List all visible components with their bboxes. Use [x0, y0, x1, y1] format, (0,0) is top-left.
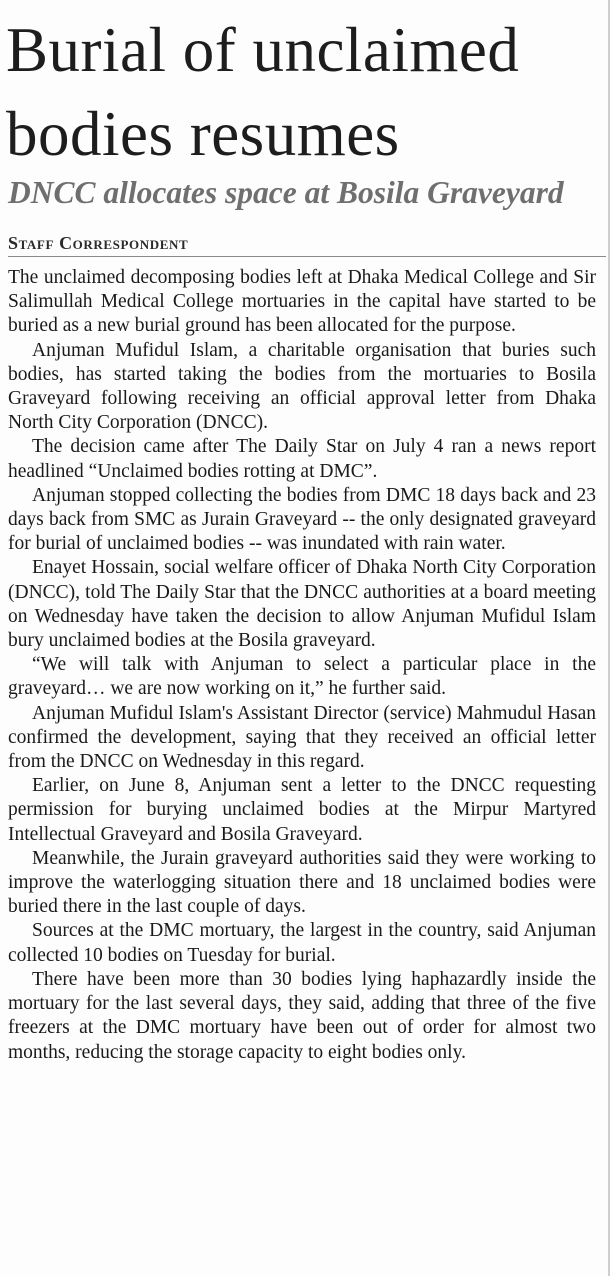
headline-line-1: Burial of unclaimed: [6, 15, 520, 85]
byline: Staff Correspondent: [8, 233, 189, 253]
paragraph-10: Sources at the DMC mortuary, the largest in the country, said Anjuman collected 10 bodies on Tuesday for burial.: [8, 920, 596, 966]
byline-divider: [8, 256, 606, 257]
article-body: [8, 266, 596, 1065]
paragraph-3: The decision came after The Daily Star on July 4 ran a news report headlined “Unclaimed bodies rotting at DMC”.: [8, 436, 596, 482]
paragraph-11: There have been more than 30 bodies lying haphazardly inside the mortuary for the last several days, they said, adding that three of the five freezers at the DMC mortuary have been out of order for almost two months, reducing the storage capacity to eight bodies only.: [8, 968, 596, 1063]
paragraph-8: Earlier, on June 8, Anjuman sent a letter to the DNCC requesting permission for burying unclaimed bodies at the Mirpur Martyred Intellectual Graveyard and Bosila Graveyard.: [8, 775, 596, 845]
paragraph-1: The unclaimed decomposing bodies left at Dhaka Medical College and Sir Salimullah Medical College mortuaries in the capital have started to be buried as a new burial ground has been allocated for the purpose.: [8, 267, 596, 337]
paragraph-2: Anjuman Mufidul Islam, a charitable organisation that buries such bodies, has started taking the bodies from the mortuaries to Bosila Graveyard following receiving an official approval letter from Dhaka North City Corporation (DNCC).: [8, 339, 596, 434]
paragraph-7: Anjuman Mufidul Islam's Assistant Director (service) Mahmudul Hasan confirmed the development, saying that they received an official letter from the DNCC on Wednesday in this regard.: [8, 702, 596, 773]
paragraph-5: Enayet Hossain, social welfare officer of Dhaka North City Corporation (DNCC), told The Daily Star that the DNCC authorities at a board meeting on Wednesday have taken the decision to allow Anjuman Mufidul Islam bury unclaimed bodies at the Bosila graveyard.: [8, 557, 596, 652]
headline: [6, 8, 604, 176]
subheadline: DNCC allocates space at Bosila Graveyard: [8, 175, 564, 210]
paragraph-6: “We will talk with Anjuman to select a particular place in the graveyard… we are now working on it,” he further said.: [8, 654, 596, 700]
paragraph-9: Meanwhile, the Jurain graveyard authorities said they were working to improve the waterlogging situation there and 18 unclaimed bodies were buried there in the last couple of days.: [8, 847, 596, 918]
paragraph-4: Anjuman stopped collecting the bodies from DMC 18 days back and 23 days back from SMC as Jurain Graveyard -- the only designated graveyard for burial of unclaimed bodies -- was inundated with rain water.: [8, 484, 596, 555]
headline-line-2: bodies resumes: [6, 99, 400, 169]
